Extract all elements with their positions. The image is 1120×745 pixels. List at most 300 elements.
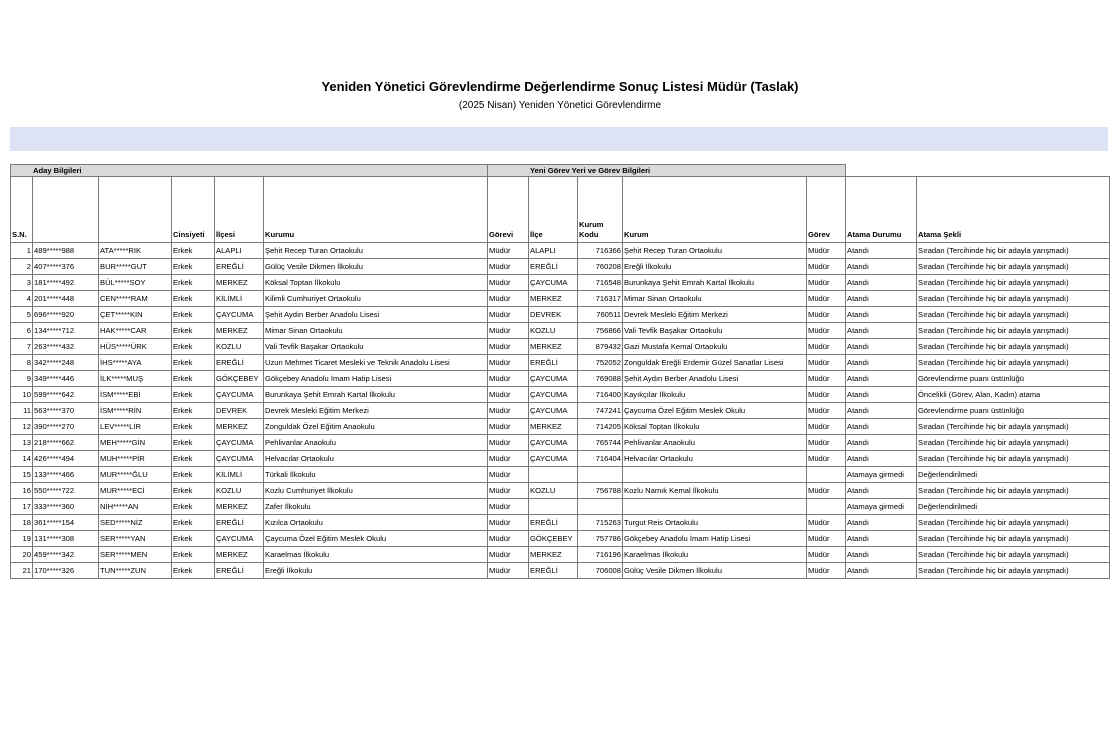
cell-gorev: Müdür — [488, 355, 529, 371]
cell-kurum: Zafer İlkokulu — [264, 499, 488, 515]
cell-sekil: Sıradan (Tercihinde hiç bir adayla yarışmadı) — [917, 451, 1110, 467]
cell-sn: 13 — [11, 435, 33, 451]
cell-ilce: ÇAYCUMA — [215, 435, 264, 451]
cell-ilce: MERKEZ — [215, 275, 264, 291]
cell-ykurum: Vali Tevfik Başakar Ortaokulu — [623, 323, 807, 339]
cell-ilce: MERKEZ — [215, 547, 264, 563]
cell-kurum: Kilimli Cumhuriyet Ortaokulu — [264, 291, 488, 307]
cell-kurum: Kızılca Ortaokulu — [264, 515, 488, 531]
cell-gorev: Müdür — [488, 371, 529, 387]
cell-ygorev: Müdür — [807, 243, 846, 259]
cell-sekil: Sıradan (Tercihinde hiç bir adayla yarışmadı) — [917, 355, 1110, 371]
cell-kurum: Zonguldak Özel Eğitim Anaokulu — [264, 419, 488, 435]
col-atama-durumu: Atama Durumu — [846, 177, 917, 243]
cell-yilce: EREĞLİ — [529, 563, 578, 579]
cell-gorev: Müdür — [488, 467, 529, 483]
cell-tc: 263*****432 — [33, 339, 99, 355]
table-row — [11, 467, 1110, 483]
cell-tc: 550*****722 — [33, 483, 99, 499]
cell-ygorev: Müdür — [807, 259, 846, 275]
cell-sekil: Sıradan (Tercihinde hiç bir adayla yarışmadı) — [917, 291, 1110, 307]
cell-kkodu — [578, 467, 623, 483]
cell-yilce: KOZLU — [529, 483, 578, 499]
cell-yilce: EREĞLİ — [529, 259, 578, 275]
table-row — [11, 355, 1110, 371]
cell-ilce: EREĞLİ — [215, 563, 264, 579]
cell-ygorev: Müdür — [807, 547, 846, 563]
col-ilce: İlçesi — [215, 177, 264, 243]
cell-ygorev — [807, 499, 846, 515]
cell-ykurum: Köksal Toptan İlkokulu — [623, 419, 807, 435]
col-gorev: Görevi — [488, 177, 529, 243]
table-row — [11, 291, 1110, 307]
cell-ykurum: Pehlivanlar Anaokulu — [623, 435, 807, 451]
cell-kkodu: 769088 — [578, 371, 623, 387]
cell-ygorev: Müdür — [807, 387, 846, 403]
cell-tc: 696*****920 — [33, 307, 99, 323]
col-yeni-kurum: Kurum — [623, 177, 807, 243]
col-yeni-gorev: Görev — [807, 177, 846, 243]
cell-durum: Atandı — [846, 243, 917, 259]
cell-kurum: Çaycuma Özel Eğitim Meslek Okulu — [264, 531, 488, 547]
cell-yilce: MERKEZ — [529, 339, 578, 355]
cell-tc: 563*****370 — [33, 403, 99, 419]
cell-ygorev: Müdür — [807, 419, 846, 435]
cell-kurum: Devrek Mesleki Eğitim Merkezi — [264, 403, 488, 419]
cell-sekil: Sıradan (Tercihinde hiç bir adayla yarışmadı) — [917, 243, 1110, 259]
table-row — [11, 483, 1110, 499]
cell-cinsiyet: Erkek — [172, 355, 215, 371]
cell-yilce: EREĞLİ — [529, 355, 578, 371]
cell-yilce: ÇAYCUMA — [529, 435, 578, 451]
cell-ilce: ÇAYCUMA — [215, 531, 264, 547]
cell-ykurum: Ereğli İlkokulu — [623, 259, 807, 275]
cell-kkodu: 879432 — [578, 339, 623, 355]
cell-gorev: Müdür — [488, 531, 529, 547]
cell-ykurum: Turgut Reis Ortaokulu — [623, 515, 807, 531]
cell-gorev: Müdür — [488, 563, 529, 579]
cell-ad: HAK*****CAR — [99, 323, 172, 339]
cell-gorev: Müdür — [488, 451, 529, 467]
cell-ygorev: Müdür — [807, 323, 846, 339]
cell-durum: Atandı — [846, 371, 917, 387]
cell-sn: 19 — [11, 531, 33, 547]
cell-cinsiyet: Erkek — [172, 531, 215, 547]
cell-kkodu: 716317 — [578, 291, 623, 307]
cell-sekil: Sıradan (Tercihinde hiç bir adayla yarışmadı) — [917, 483, 1110, 499]
cell-gorev: Müdür — [488, 291, 529, 307]
col-kurum: Kurumu — [264, 177, 488, 243]
cell-sn: 5 — [11, 307, 33, 323]
cell-sn: 14 — [11, 451, 33, 467]
cell-gorev: Müdür — [488, 483, 529, 499]
cell-tc: 218*****662 — [33, 435, 99, 451]
cell-tc: 170*****326 — [33, 563, 99, 579]
cell-yilce: ÇAYCUMA — [529, 451, 578, 467]
cell-ilce: EREĞLİ — [215, 259, 264, 275]
table-row — [11, 339, 1110, 355]
cell-ilce: KOZLU — [215, 483, 264, 499]
cell-durum: Atandı — [846, 515, 917, 531]
cell-cinsiyet: Erkek — [172, 563, 215, 579]
cell-cinsiyet: Erkek — [172, 435, 215, 451]
cell-gorev: Müdür — [488, 499, 529, 515]
cell-tc: 390*****270 — [33, 419, 99, 435]
cell-cinsiyet: Erkek — [172, 451, 215, 467]
cell-ilce: MERKEZ — [215, 323, 264, 339]
group-yeni-gorev — [488, 165, 846, 177]
cell-gorev: Müdür — [488, 403, 529, 419]
table-row — [11, 371, 1110, 387]
table-row — [11, 259, 1110, 275]
cell-kurum: Karaelmas İlkokulu — [264, 547, 488, 563]
cell-durum: Atamaya girmedi — [846, 499, 917, 515]
cell-ilce: ÇAYCUMA — [215, 307, 264, 323]
cell-ygorev: Müdür — [807, 339, 846, 355]
col-yeni-ilce: İlçe — [529, 177, 578, 243]
cell-durum: Atandı — [846, 547, 917, 563]
cell-yilce — [529, 499, 578, 515]
cell-kurum: Köksal Toptan İlkokulu — [264, 275, 488, 291]
cell-kkodu — [578, 499, 623, 515]
table-row — [11, 531, 1110, 547]
cell-gorev: Müdür — [488, 515, 529, 531]
cell-ykurum: Zonguldak Ereğli Erdemir Güzel Sanatlar Lisesi — [623, 355, 807, 371]
cell-ykurum: Devrek Mesleki Eğitim Merkezi — [623, 307, 807, 323]
cell-ykurum: Kayıkçılar İlkokulu — [623, 387, 807, 403]
group-aday-label: Aday Bilgileri — [33, 165, 82, 175]
cell-tc: 349*****446 — [33, 371, 99, 387]
cell-ad: MUR*****ECİ — [99, 483, 172, 499]
cell-sekil: Sıradan (Tercihinde hiç bir adayla yarışmadı) — [917, 531, 1110, 547]
cell-tc: 361*****154 — [33, 515, 99, 531]
cell-sn: 12 — [11, 419, 33, 435]
cell-sekil: Sıradan (Tercihinde hiç bir adayla yarışmadı) — [917, 547, 1110, 563]
cell-sn: 8 — [11, 355, 33, 371]
table-body — [11, 243, 1110, 579]
cell-durum: Atandı — [846, 403, 917, 419]
cell-ilce: MERKEZ — [215, 419, 264, 435]
col-sn: S.N. — [11, 177, 33, 243]
cell-kkodu: 756866 — [578, 323, 623, 339]
cell-tc: 599*****642 — [33, 387, 99, 403]
cell-sn: 11 — [11, 403, 33, 419]
cell-sekil: Sıradan (Tercihinde hiç bir adayla yarışmadı) — [917, 307, 1110, 323]
cell-cinsiyet: Erkek — [172, 275, 215, 291]
cell-ygorev: Müdür — [807, 291, 846, 307]
cell-cinsiyet: Erkek — [172, 467, 215, 483]
column-header-row — [11, 177, 1110, 243]
cell-ygorev: Müdür — [807, 451, 846, 467]
cell-durum: Atandı — [846, 435, 917, 451]
cell-ad: İLK*****MUŞ — [99, 371, 172, 387]
cell-ad: BUR*****GUT — [99, 259, 172, 275]
cell-yilce: DEVREK — [529, 307, 578, 323]
cell-kkodu: 716366 — [578, 243, 623, 259]
results-table — [10, 164, 1110, 579]
cell-ad: ATA*****RIK — [99, 243, 172, 259]
cell-ygorev: Müdür — [807, 531, 846, 547]
cell-sn: 7 — [11, 339, 33, 355]
cell-tc: 181*****492 — [33, 275, 99, 291]
cell-sekil: Değerlendirilmedi — [917, 499, 1110, 515]
cell-yilce: ÇAYCUMA — [529, 387, 578, 403]
cell-cinsiyet: Erkek — [172, 259, 215, 275]
cell-ygorev: Müdür — [807, 435, 846, 451]
cell-gorev: Müdür — [488, 435, 529, 451]
cell-ad: BÜL*****SOY — [99, 275, 172, 291]
cell-yilce: ÇAYCUMA — [529, 275, 578, 291]
col-cinsiyet: Cinsiyeti — [172, 177, 215, 243]
cell-gorev: Müdür — [488, 275, 529, 291]
group-aday-bilgileri — [11, 165, 488, 177]
cell-ygorev: Müdür — [807, 275, 846, 291]
cell-durum: Atandı — [846, 307, 917, 323]
cell-sekil: Sıradan (Tercihinde hiç bir adayla yarışmadı) — [917, 563, 1110, 579]
cell-kkodu: 752052 — [578, 355, 623, 371]
cell-tc: 459*****342 — [33, 547, 99, 563]
cell-ykurum: Gazi Mustafa Kemal Ortaokulu — [623, 339, 807, 355]
cell-gorev: Müdür — [488, 419, 529, 435]
cell-yilce: EREĞLİ — [529, 515, 578, 531]
cell-ilce: GÖKÇEBEY — [215, 371, 264, 387]
cell-durum: Atandı — [846, 419, 917, 435]
cell-sekil: Sıradan (Tercihinde hiç bir adayla yarışmadı) — [917, 259, 1110, 275]
cell-ykurum: Karaelmas İlkokulu — [623, 547, 807, 563]
cell-ykurum — [623, 467, 807, 483]
cell-durum: Atandı — [846, 355, 917, 371]
cell-ad: HÜS*****ÜRK — [99, 339, 172, 355]
cell-yilce: MERKEZ — [529, 291, 578, 307]
table-row — [11, 547, 1110, 563]
cell-sn: 9 — [11, 371, 33, 387]
cell-ykurum: Şehit Aydın Berber Anadolu Lisesi — [623, 371, 807, 387]
cell-kkodu: 715263 — [578, 515, 623, 531]
cell-sn: 15 — [11, 467, 33, 483]
table-row — [11, 387, 1110, 403]
cell-sn: 6 — [11, 323, 33, 339]
cell-cinsiyet: Erkek — [172, 499, 215, 515]
cell-ilce: KİLİMLİ — [215, 467, 264, 483]
cell-kkodu: 760511 — [578, 307, 623, 323]
cell-kurum: Ereğli İlkokulu — [264, 563, 488, 579]
cell-ygorev: Müdür — [807, 355, 846, 371]
cell-cinsiyet: Erkek — [172, 515, 215, 531]
cell-sekil: Görevlendirme puanı üstünlüğü — [917, 403, 1110, 419]
table-row — [11, 323, 1110, 339]
cell-gorev: Müdür — [488, 243, 529, 259]
cell-ad: MEH*****GİN — [99, 435, 172, 451]
cell-kurum: Gülüç Vesile Dikmen İlkokulu — [264, 259, 488, 275]
cell-ykurum: Şehit Recep Turan Ortaokulu — [623, 243, 807, 259]
cell-tc: 489*****988 — [33, 243, 99, 259]
cell-yilce: MERKEZ — [529, 419, 578, 435]
cell-kkodu: 765744 — [578, 435, 623, 451]
cell-ygorev: Müdür — [807, 371, 846, 387]
cell-kkodu: 747241 — [578, 403, 623, 419]
cell-tc: 407*****376 — [33, 259, 99, 275]
cell-ad: ÇET*****KIN — [99, 307, 172, 323]
cell-yilce: ÇAYCUMA — [529, 371, 578, 387]
cell-ilce: EREĞLİ — [215, 355, 264, 371]
cell-ygorev: Müdür — [807, 483, 846, 499]
cell-cinsiyet: Erkek — [172, 547, 215, 563]
cell-kurum: Kozlu Cumhuriyet İlkokulu — [264, 483, 488, 499]
cell-sekil: Sıradan (Tercihinde hiç bir adayla yarışmadı) — [917, 419, 1110, 435]
cell-sn: 18 — [11, 515, 33, 531]
cell-ad: NİH*****AN — [99, 499, 172, 515]
cell-yilce — [529, 467, 578, 483]
cell-gorev: Müdür — [488, 259, 529, 275]
cell-durum: Atandı — [846, 259, 917, 275]
cell-cinsiyet: Erkek — [172, 291, 215, 307]
cell-sn: 10 — [11, 387, 33, 403]
cell-ad: SER*****MEN — [99, 547, 172, 563]
cell-durum: Atandı — [846, 387, 917, 403]
table-row — [11, 403, 1110, 419]
cell-kkodu: 757786 — [578, 531, 623, 547]
cell-gorev: Müdür — [488, 547, 529, 563]
page-title: Yeniden Yönetici Görevlendirme Değerlendirme Sonuç Listesi Müdür (Taslak) — [321, 79, 799, 94]
cell-cinsiyet: Erkek — [172, 387, 215, 403]
cell-yilce: GÖKÇEBEY — [529, 531, 578, 547]
cell-sekil: Değerlendirilmedi — [917, 467, 1110, 483]
cell-ykurum: Helvacılar Ortaokulu — [623, 451, 807, 467]
cell-sekil: Görevlendirme puanı üstünlüğü — [917, 371, 1110, 387]
cell-kkodu: 714205 — [578, 419, 623, 435]
cell-durum: Atandı — [846, 531, 917, 547]
cell-ygorev: Müdür — [807, 563, 846, 579]
cell-cinsiyet: Erkek — [172, 243, 215, 259]
cell-sn: 21 — [11, 563, 33, 579]
cell-gorev: Müdür — [488, 339, 529, 355]
cell-kkodu: 716196 — [578, 547, 623, 563]
cell-ykurum — [623, 499, 807, 515]
cell-ilce: ÇAYCUMA — [215, 387, 264, 403]
cell-ykurum: Çaycuma Özel Eğitim Meslek Okulu — [623, 403, 807, 419]
header-band — [10, 127, 1108, 151]
cell-ilce: KİLİMLİ — [215, 291, 264, 307]
cell-ykurum: Kozlu Namık Kemal İlkokulu — [623, 483, 807, 499]
cell-tc: 131*****308 — [33, 531, 99, 547]
cell-sekil: Sıradan (Tercihinde hiç bir adayla yarışmadı) — [917, 275, 1110, 291]
cell-ad: MUH*****PİR — [99, 451, 172, 467]
cell-durum: Atandı — [846, 291, 917, 307]
cell-kurum: Pehlivanlar Anaokulu — [264, 435, 488, 451]
cell-ykurum: Gökçebey Anadolu İmam Hatip Lisesi — [623, 531, 807, 547]
cell-ad: LEV*****LİR — [99, 419, 172, 435]
table-row — [11, 499, 1110, 515]
table-row — [11, 563, 1110, 579]
cell-durum: Atandı — [846, 323, 917, 339]
cell-ilce: EREĞLİ — [215, 515, 264, 531]
col-tc — [33, 177, 99, 243]
cell-ad: İHS*****AYA — [99, 355, 172, 371]
cell-sekil: Sıradan (Tercihinde hiç bir adayla yarışmadı) — [917, 323, 1110, 339]
col-ad — [99, 177, 172, 243]
cell-kurum: Helvacılar Ortaokulu — [264, 451, 488, 467]
cell-sn: 2 — [11, 259, 33, 275]
cell-ygorev — [807, 467, 846, 483]
cell-cinsiyet: Erkek — [172, 483, 215, 499]
cell-cinsiyet: Erkek — [172, 419, 215, 435]
cell-ygorev: Müdür — [807, 515, 846, 531]
cell-ilce: ALAPLI — [215, 243, 264, 259]
table-row — [11, 419, 1110, 435]
cell-kurum: Türkali İlkokulu — [264, 467, 488, 483]
cell-sn: 1 — [11, 243, 33, 259]
cell-yilce: KOZLU — [529, 323, 578, 339]
cell-ad: SED*****NİZ — [99, 515, 172, 531]
cell-gorev: Müdür — [488, 387, 529, 403]
cell-sekil: Sıradan (Tercihinde hiç bir adayla yarışmadı) — [917, 339, 1110, 355]
cell-yilce: ALAPLI — [529, 243, 578, 259]
col-atama-sekli: Atama Şekli — [917, 177, 1110, 243]
cell-ykurum: Mimar Sinan Ortaokulu — [623, 291, 807, 307]
cell-kkodu: 760208 — [578, 259, 623, 275]
cell-kurum: Şehit Aydın Berber Anadolu Lisesi — [264, 307, 488, 323]
cell-durum: Atandı — [846, 563, 917, 579]
cell-sn: 3 — [11, 275, 33, 291]
table-row — [11, 275, 1110, 291]
cell-sn: 20 — [11, 547, 33, 563]
cell-ilce: KOZLU — [215, 339, 264, 355]
cell-kurum: Uzun Mehmet Ticaret Mesleki ve Teknik Anadolu Lisesi — [264, 355, 488, 371]
cell-ad: İSM*****EBİ — [99, 387, 172, 403]
cell-ad: TUN*****ZUN — [99, 563, 172, 579]
cell-sn: 17 — [11, 499, 33, 515]
cell-ygorev: Müdür — [807, 403, 846, 419]
cell-ad: MUR*****ĞLU — [99, 467, 172, 483]
cell-kurum: Şehit Recep Turan Ortaokulu — [264, 243, 488, 259]
cell-tc: 133*****466 — [33, 467, 99, 483]
cell-kkodu: 716400 — [578, 387, 623, 403]
cell-durum: Atandı — [846, 451, 917, 467]
cell-yilce: MERKEZ — [529, 547, 578, 563]
cell-tc: 333*****360 — [33, 499, 99, 515]
cell-tc: 426*****494 — [33, 451, 99, 467]
cell-cinsiyet: Erkek — [172, 371, 215, 387]
cell-sn: 4 — [11, 291, 33, 307]
cell-durum: Atandı — [846, 275, 917, 291]
cell-tc: 342*****248 — [33, 355, 99, 371]
cell-sekil: Sıradan (Tercihinde hiç bir adayla yarışmadı) — [917, 515, 1110, 531]
cell-tc: 134*****712 — [33, 323, 99, 339]
cell-cinsiyet: Erkek — [172, 307, 215, 323]
table-row — [11, 435, 1110, 451]
cell-ad: CEN*****RAM — [99, 291, 172, 307]
cell-kkodu: 756788 — [578, 483, 623, 499]
cell-kurum: Burunkaya Şehit Emrah Kartal İlkokulu — [264, 387, 488, 403]
cell-gorev: Müdür — [488, 323, 529, 339]
table-row — [11, 243, 1110, 259]
cell-ilce: ÇAYCUMA — [215, 451, 264, 467]
cell-gorev: Müdür — [488, 307, 529, 323]
cell-kkodu: 716548 — [578, 275, 623, 291]
cell-durum: Atandı — [846, 483, 917, 499]
cell-cinsiyet: Erkek — [172, 339, 215, 355]
table-row — [11, 515, 1110, 531]
cell-sekil: Sıradan (Tercihinde hiç bir adayla yarışmadı) — [917, 435, 1110, 451]
cell-ad: İSM*****RİN — [99, 403, 172, 419]
cell-kurum: Vali Tevfik Başakar Ortaokulu — [264, 339, 488, 355]
cell-ad: SER*****YAN — [99, 531, 172, 547]
cell-ygorev: Müdür — [807, 307, 846, 323]
cell-durum: Atandı — [846, 339, 917, 355]
cell-kurum: Gökçebey Anadolu İmam Hatip Lisesi — [264, 371, 488, 387]
table-row — [11, 451, 1110, 467]
cell-durum: Atamaya girmedi — [846, 467, 917, 483]
